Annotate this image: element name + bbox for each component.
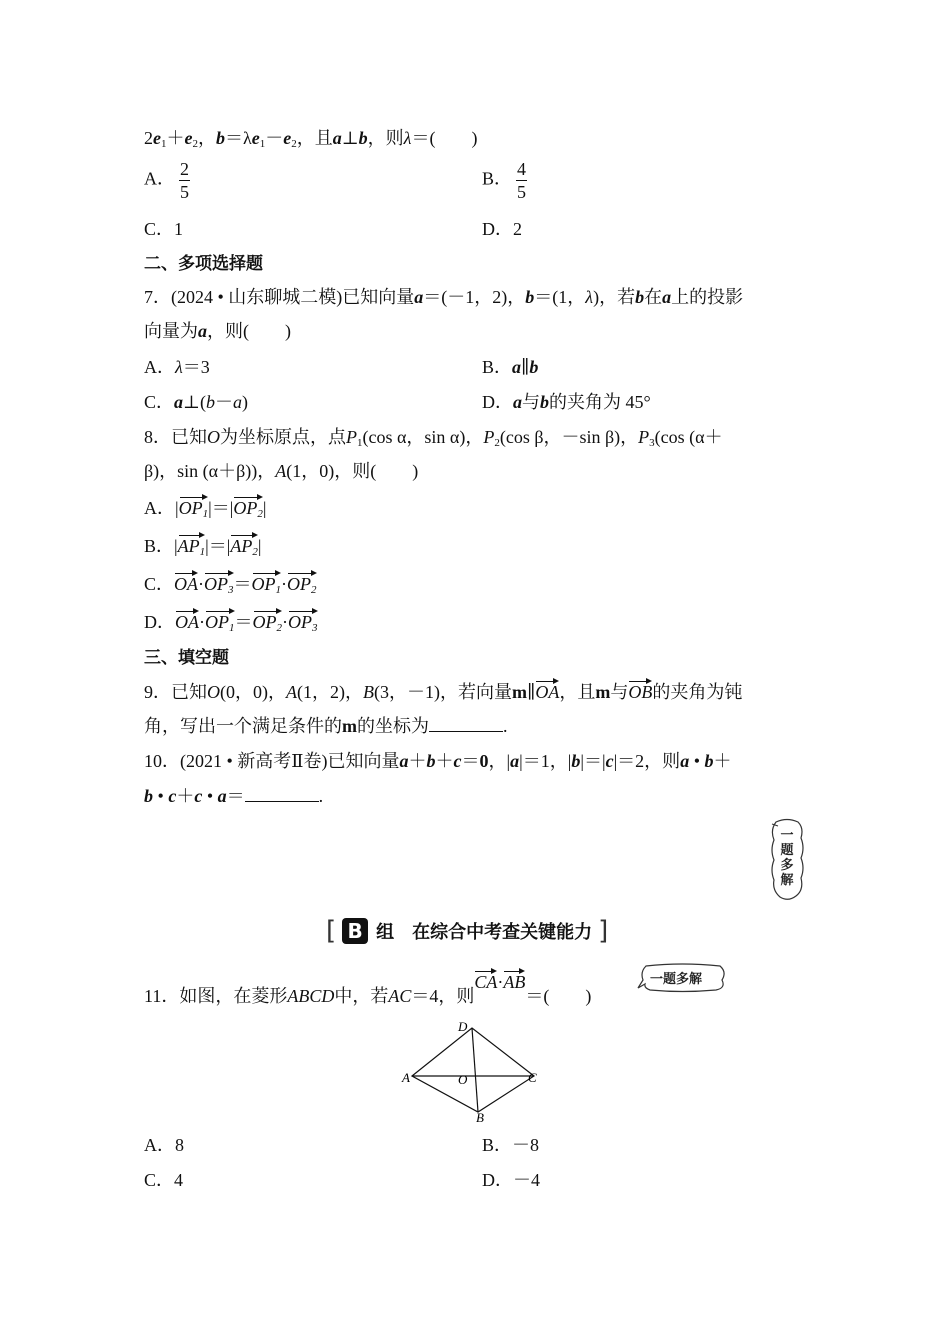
q8-option-c: C．$OA\cdot OP_3=OP_1\cdot OP_2$ [144, 571, 317, 595]
vector-oa: OA [535, 679, 559, 701]
q7-stem-line1: 7．(2024 • 山东聊城二模)已知向量a＝(－1，2)，b＝(1，λ)，若b在a上的投影 [144, 287, 744, 307]
q8-option-a: A．$|OP_1|=|OP_2|$ [144, 495, 266, 519]
diagonal-bd [472, 1028, 478, 1112]
q7-option-d: D．a与b的夹角为 45° [482, 392, 651, 412]
section-title-multiple-choice: 二、多项选择题 [144, 254, 263, 274]
q6-option-b: B． $\frac{4}{5}$ [482, 159, 527, 202]
fraction: $\frac{4}{5}$ [517, 159, 527, 202]
fraction: $\frac{2}{5}$ [180, 159, 189, 202]
vector-ob: OB [628, 679, 652, 701]
q10-stem-line2: b • c＋c • a＝ . [144, 786, 324, 806]
group-letter-badge: B [342, 918, 368, 944]
vector-op2: $OP_2$ [233, 495, 263, 517]
multi-solution-badge-vertical: 一 题 多 解 [768, 818, 806, 902]
q8-option-d: D．$OA\cdot OP_1=OP_2\cdot OP_3$ [144, 609, 318, 633]
vector-op2: $OP_2$ [287, 571, 317, 593]
point-label-o: O [458, 1072, 468, 1087]
vector-op1: $OP_1$ [179, 495, 209, 517]
point-label-d: D [458, 1019, 468, 1034]
vector-op3: $OP_3$ [288, 609, 318, 631]
multi-solution-badge: 一题多解 [636, 962, 728, 994]
vector-ap1: $AP_1$ [178, 533, 206, 555]
vector-op3: $OP_3$ [204, 571, 234, 593]
point-label-a: A [402, 1070, 410, 1085]
vector-op1: $OP_1$ [205, 609, 235, 631]
point-label-b: B [476, 1110, 484, 1124]
q7-stem-line2: 向量为a，则( ) [144, 321, 291, 341]
q11-option-c: C．4 [144, 1170, 184, 1190]
vector-op2: $OP_2$ [253, 609, 283, 631]
q9-stem-line2: 角，写出一个满足条件的m的坐标为 . [144, 716, 508, 736]
answer-blank [429, 715, 503, 732]
group-b-header: [ B 组 在综合中考查关键能力 ] [326, 916, 609, 946]
vector-op1: $OP_1$ [252, 571, 282, 593]
q8-stem-line1: 8．已知O为坐标原点，点$P_1(\cos$ α，sin α)，$P_2(\cos$ β，－sin β)，$P_3(\cos$ (α＋ [144, 427, 723, 449]
group-title: 组 在综合中考查关键能力 [376, 922, 593, 943]
q6-option-d: D．2 [482, 219, 522, 239]
q8-stem-line2: β)，sin (α＋β))，A(1，0)，则( ) [144, 461, 419, 481]
q9-stem-line1: 9．已知O(0，0)，A(1，2)，B(3，－1)，若向量m∥OA，且m与OB的夹角为钝 [144, 679, 742, 703]
rhombus-figure [398, 1018, 548, 1124]
vector-ab: AB [503, 969, 525, 991]
q10-stem-line1: 10．(2021 • 新高考Ⅱ卷)已知向量a＋b＋c＝0，|a|＝1，|b|＝|c|＝2，则a • b＋ [144, 751, 732, 771]
q11-option-b: B．－8 [482, 1135, 540, 1155]
vector-oa: OA [175, 609, 199, 631]
section-title-fill-in: 三、填空题 [144, 648, 229, 668]
q7-option-c: C．a⊥(b－a) [144, 392, 248, 412]
q11-option-d: D．－4 [482, 1170, 540, 1190]
q7-option-a: A．λ＝3 [144, 357, 210, 377]
q11-option-a: A．8 [144, 1135, 184, 1155]
q11-stem: 11．如图，在菱形ABCD中，若AC＝4，则CA·AB＝( ) [144, 983, 591, 1007]
q6-option-c: C．1 [144, 219, 184, 239]
q7-option-b: B．a∥b [482, 357, 539, 377]
vector-oa: OA [174, 571, 198, 593]
vector-ca: CA [474, 969, 497, 991]
q6-stem: $2e_1+e_2$，$b=\lambda e_1-e_2$，且a⊥b，则λ＝( ) [144, 128, 478, 150]
vector-ap2: $AP_2$ [230, 533, 258, 555]
point-label-c: C [528, 1070, 537, 1085]
q8-option-b: B．$|AP_1|=|AP_2|$ [144, 533, 261, 557]
answer-blank [245, 785, 319, 802]
q6-option-a: A． $\frac{2}{5}$ [144, 159, 189, 202]
